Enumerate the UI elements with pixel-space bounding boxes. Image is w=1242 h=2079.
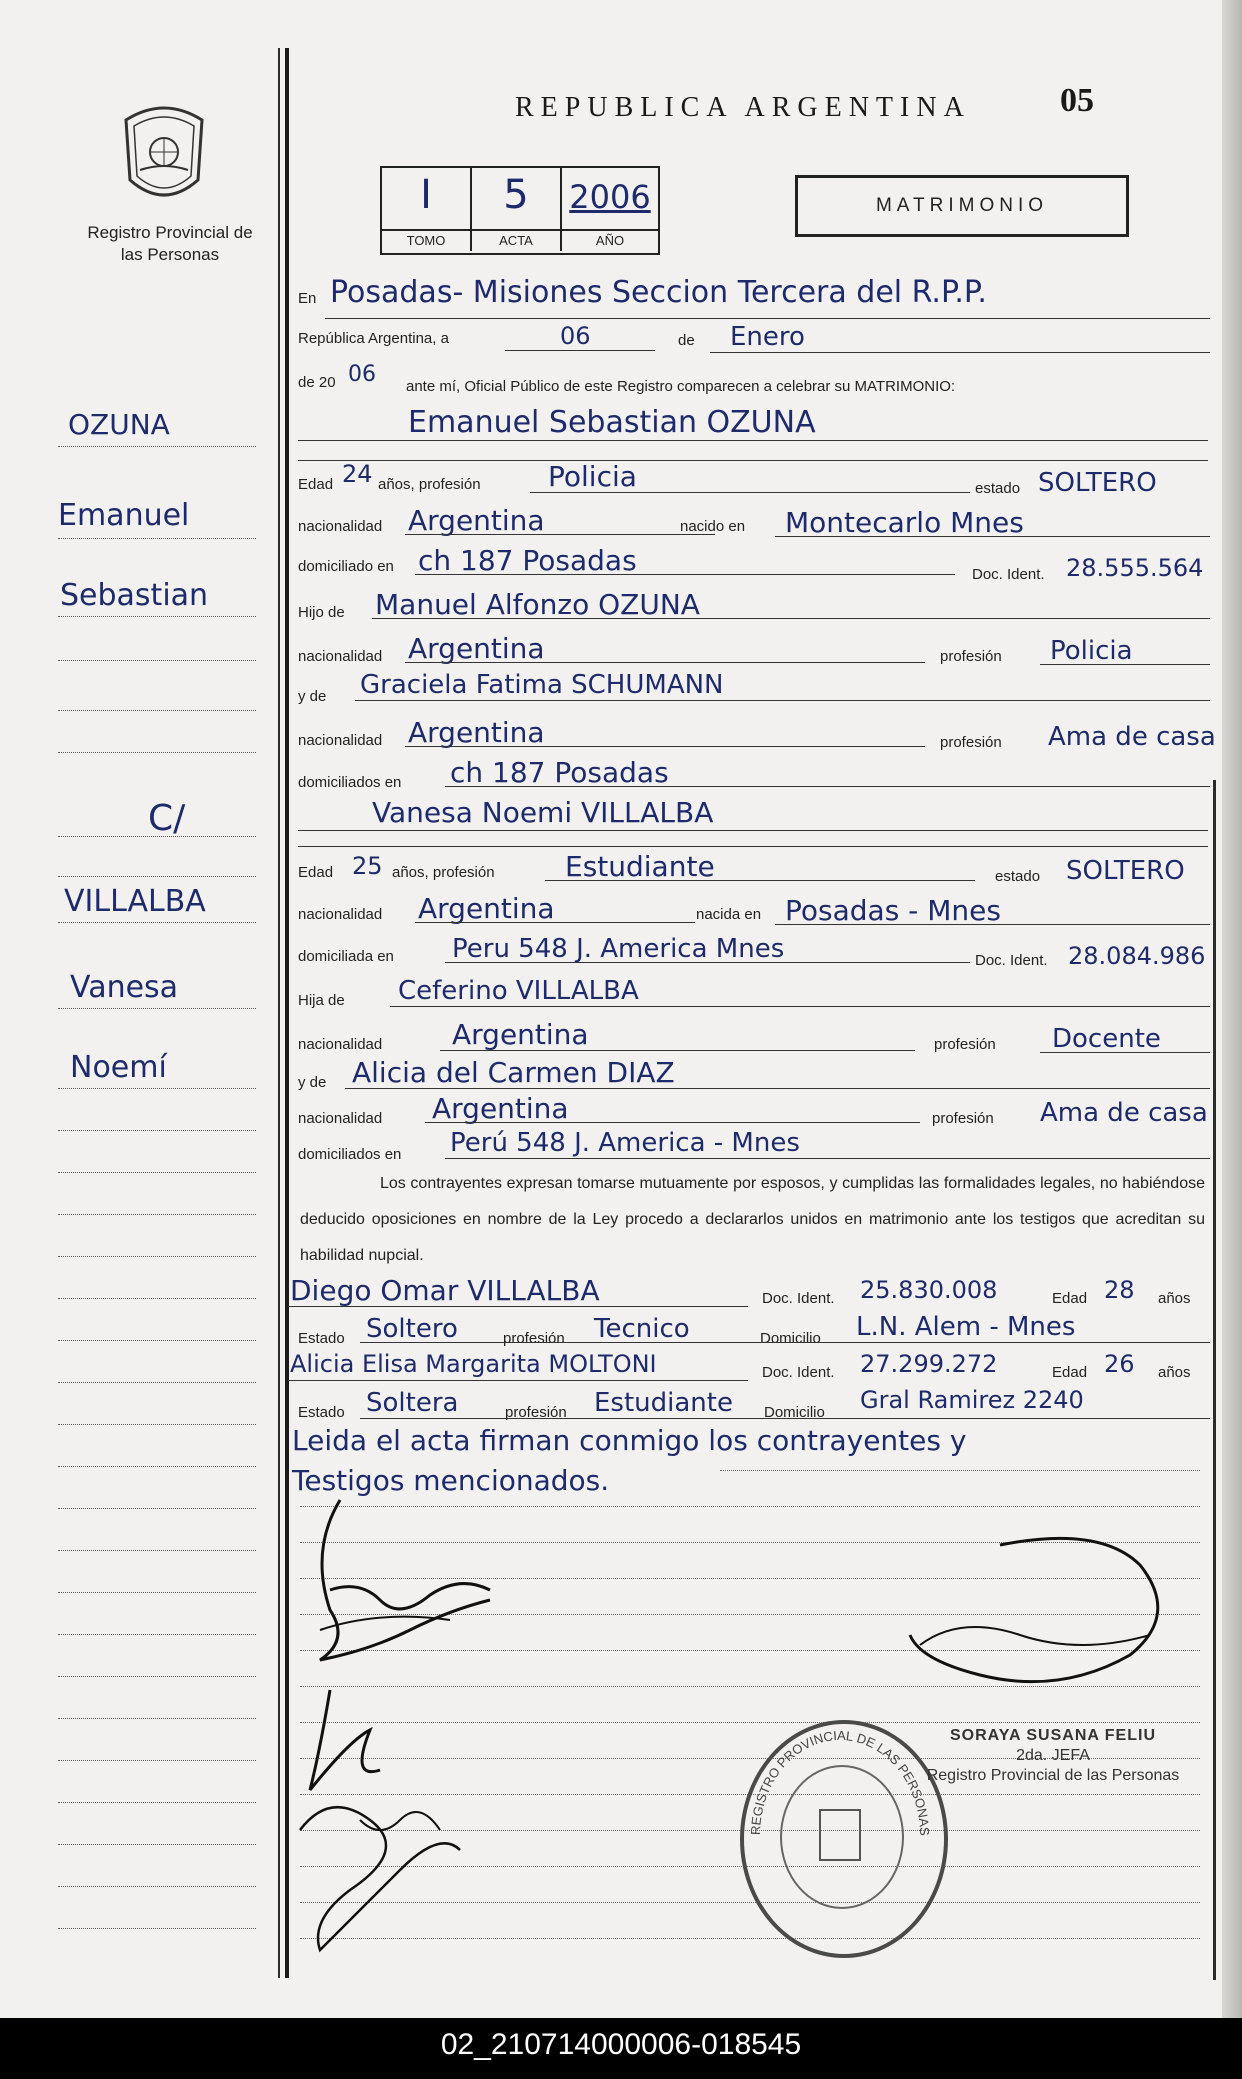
stamp-text: REGISTRO PROVINCIAL DE LAS PERSONAS (747, 1727, 933, 1836)
profesion-label-b2: profesión (932, 1110, 994, 1127)
witness1-name: Diego Omar VILLALBA (290, 1274, 600, 1307)
bride-father: Ceferino VILLALBA (398, 976, 639, 1006)
place-value: Posadas- Misiones Seccion Tercera del R.P.P. (330, 275, 987, 310)
margin-rule-line (58, 752, 256, 753)
bride-paddr-underline (445, 1158, 1210, 1159)
domiciliados-en-label: domiciliados en (298, 774, 402, 791)
page-edge-shadow (1222, 0, 1242, 2018)
scan-id: 02_210714000006-018545 (440, 2028, 802, 2061)
nacionalidad-label-3: nacionalidad (298, 732, 383, 749)
tomo-cell (382, 168, 472, 251)
place-underline (325, 318, 1210, 319)
nacionalidad-label-b: nacionalidad (298, 906, 383, 923)
groom-fnat-underline (405, 662, 925, 663)
doc-ident-label: Doc. Ident. (972, 566, 1045, 583)
official-office: Registro Provincial de las Personas (926, 1767, 1180, 1784)
bride-name-line-2 (298, 846, 1208, 847)
bride-mnat-underline (425, 1122, 920, 1123)
groom-doc: 28.555.564 (1066, 554, 1204, 582)
nacionalidad-label: nacionalidad (298, 518, 383, 535)
groom-full-name: Emanuel Sebastian OZUNA (408, 405, 816, 440)
margin-rule-line (58, 1886, 256, 1887)
nacido-en-label: nacido en (680, 518, 746, 535)
margin-rule-line (58, 1676, 256, 1677)
bride-birth-underline (775, 924, 1210, 925)
groom-profession: Policia (548, 460, 637, 493)
edad-label: Edad (298, 476, 334, 493)
groom-mother-profession: Ama de casa (1048, 722, 1216, 752)
margin-rule-line (58, 1088, 256, 1089)
bride-nat-underline (415, 922, 695, 923)
month-value: Enero (730, 322, 805, 352)
provincial-seal-icon (118, 100, 210, 210)
witness1-row2-underline (360, 1342, 1210, 1343)
w2-edad-label: Edad (1052, 1364, 1088, 1381)
groom-mother: Graciela Fatima SCHUMANN (360, 670, 724, 700)
margin-rule-line (58, 660, 256, 661)
bride-fnat-underline (440, 1050, 915, 1051)
groom-mother-nationality: Argentina (408, 716, 545, 749)
margin-rule-line (58, 616, 256, 617)
estado-label: estado (975, 480, 1021, 497)
w2-estado-label: Estado (298, 1404, 345, 1421)
registry-label: Registro Provincial de las Personas (87, 223, 253, 264)
folio-number: 05 (1060, 82, 1094, 119)
bride-prof-underline (545, 880, 975, 881)
bride-profession: Estudiante (565, 850, 715, 883)
margin-rule-line (58, 836, 256, 837)
right-edge-rule (1213, 780, 1216, 1980)
bride-parents-address: Perú 548 J. America - Mnes (450, 1128, 800, 1158)
hija-de-label: Hija de (298, 992, 345, 1009)
margin-rule-line (58, 1130, 256, 1131)
bride-birthplace: Posadas - Mnes (785, 894, 1001, 927)
margin-rule-line (58, 1760, 256, 1761)
margin-rule-line (58, 1008, 256, 1009)
bride-mother-underline (345, 1088, 1210, 1089)
groom-father-profession: Policia (1050, 636, 1133, 666)
bride-nationality: Argentina (418, 892, 555, 925)
ruled-line (720, 1470, 1200, 1471)
country-title: REPUBLICA ARGENTINA (515, 92, 971, 123)
y-de-label-b: y de (298, 1074, 327, 1091)
bride-fprof-underline (1040, 1052, 1210, 1053)
profesion-label-2: profesión (940, 734, 1002, 751)
margin-rule-line (58, 922, 256, 923)
w1-edad-label: Edad (1052, 1290, 1088, 1307)
margin-conj: C/ (148, 798, 186, 839)
nacida-en-label: nacida en (696, 906, 762, 923)
anios-profesion-label-b: años, profesión (392, 864, 495, 881)
de-label: de (678, 332, 695, 349)
witness2-profession: Estudiante (594, 1388, 733, 1418)
w2-profesion-label: profesión (505, 1404, 567, 1421)
witness2-name: Alicia Elisa Margarita MOLTONI (290, 1350, 657, 1378)
stamp-text-icon (740, 1720, 940, 1950)
month-underline (710, 352, 1210, 353)
en-label: En (298, 290, 317, 307)
margin-rule-line (58, 1718, 256, 1719)
closing-line-1: Leida el acta firman conmigo los contrayentes y (292, 1424, 967, 1457)
y-de-label: y de (298, 688, 327, 705)
w1-anios-label: años (1158, 1290, 1191, 1307)
acta-value: 5 (503, 172, 529, 218)
margin-groom-first: Emanuel (58, 498, 190, 533)
year-prefix: de 20 (298, 374, 336, 391)
declaration-text: Los contrayentes expresan tomarse mutuamente por esposos, y cumplidas las formalidades legales, no habiéndose deducido oposiciones en nombre de la Ley procedo a declararlos unidos en matrimonio ante los testigos que acreditan su habilidad nupcial. (300, 1175, 1205, 1264)
groom-status: SOLTERO (1038, 468, 1157, 498)
nacionalidad-label-2: nacionalidad (298, 648, 383, 665)
margin-rule-line (58, 876, 256, 877)
tomo-value: I (420, 172, 432, 218)
groom-nat-underline (405, 534, 715, 535)
margin-groom-surname: OZUNA (68, 408, 170, 441)
witness1-doc: 25.830.008 (860, 1276, 998, 1304)
margin-rule-line (58, 1592, 256, 1593)
witness2-age: 26 (1104, 1350, 1135, 1378)
margin-rule-line (58, 1550, 256, 1551)
country-label: República Argentina, a (298, 330, 449, 347)
acta-label: ACTA (472, 229, 560, 251)
margin-rule-line (58, 1298, 256, 1299)
groom-address: ch 187 Posadas (418, 544, 637, 577)
bride-father-underline (390, 1006, 1210, 1007)
groom-parents-address: ch 187 Posadas (450, 756, 669, 789)
anio-cell (562, 168, 658, 251)
groom-father-nationality: Argentina (408, 632, 545, 665)
doc-ident-label-b: Doc. Ident. (975, 952, 1048, 969)
anio-label: AÑO (562, 229, 658, 251)
svg-text:REGISTRO PROVINCIAL DE LAS PER (748, 1728, 932, 1836)
witness1-profession: Tecnico (594, 1314, 690, 1344)
margin-rule-line (58, 1466, 256, 1467)
nacionalidad-label-b2: nacionalidad (298, 1036, 383, 1053)
record-type-box: MATRIMONIO (795, 175, 1129, 237)
signature-scribbles-icon (290, 1490, 520, 1970)
bride-mother-nationality: Argentina (432, 1092, 569, 1125)
intro-text: ante mí, Oficial Público de este Registro comparecen a celebrar su MATRIMONIO: (406, 378, 956, 395)
margin-rule-line (58, 710, 256, 711)
edad-label-b: Edad (298, 864, 334, 881)
bride-status: SOLTERO (1066, 856, 1185, 886)
margin-rule-line (58, 1844, 256, 1845)
witness1-address: L.N. Alem - Mnes (856, 1312, 1076, 1342)
groom-father-underline (372, 618, 1210, 619)
margin-bride-second: Noemí (70, 1050, 167, 1085)
groom-mother-underline (355, 700, 1210, 701)
margin-rule-line (58, 1382, 256, 1383)
groom-birth-underline (775, 536, 1210, 537)
w2-domicilio-label: Domicilio (764, 1404, 825, 1421)
domiciliados-en-label-b: domiciliados en (298, 1146, 402, 1163)
margin-rule-thick (285, 48, 289, 1978)
bride-doc: 28.084.986 (1068, 942, 1206, 970)
witness2-address: Gral Ramirez 2240 (860, 1386, 1084, 1414)
anio-value: 2006 (569, 178, 651, 216)
w1-estado-label: Estado (298, 1330, 345, 1347)
official-signature-icon (900, 1525, 1200, 1705)
witness1-age: 28 (1104, 1276, 1135, 1304)
margin-groom-second: Sebastian (60, 578, 209, 613)
day-value: 06 (560, 322, 591, 350)
margin-rule-line (58, 1340, 256, 1341)
groom-prof-underline (530, 492, 970, 493)
official-block (918, 1726, 1188, 1786)
margin-rule-line (58, 446, 256, 447)
groom-addr-underline (415, 574, 955, 575)
groom-mnat-underline (405, 746, 925, 747)
groom-father: Manuel Alfonzo OZUNA (375, 588, 700, 621)
groom-fprof-underline (1040, 664, 1210, 665)
witness2-doc: 27.299.272 (860, 1350, 998, 1378)
profesion-label-b: profesión (934, 1036, 996, 1053)
w1-profesion-label: profesión (503, 1330, 565, 1347)
w1-doc-label: Doc. Ident. (762, 1290, 835, 1307)
bride-mother: Alicia del Carmen DIAZ (352, 1056, 675, 1089)
profesion-label: profesión (940, 648, 1002, 665)
bride-mother-profession: Ama de casa (1040, 1098, 1208, 1128)
w1-domicilio-label: Domicilio (760, 1330, 821, 1347)
bride-father-nationality: Argentina (452, 1018, 589, 1051)
official-title: 2da. JEFA (1016, 1747, 1090, 1764)
acta-cell (472, 168, 562, 251)
groom-birthplace: Montecarlo Mnes (785, 506, 1024, 539)
margin-rule-line (58, 1256, 256, 1257)
groom-name-line-2 (298, 460, 1208, 461)
bride-father-profession: Docente (1052, 1024, 1161, 1054)
estado-label-b: estado (995, 868, 1041, 885)
bride-name-line (298, 830, 1208, 831)
margin-rule-line (58, 538, 256, 539)
day-underline (505, 350, 655, 351)
tomo-label: TOMO (382, 229, 470, 251)
nacionalidad-label-b3: nacionalidad (298, 1110, 383, 1127)
w2-anios-label: años (1158, 1364, 1191, 1381)
official-name: SORAYA SUSANA FELIU (950, 1727, 1156, 1744)
witness1-underline (288, 1306, 748, 1307)
margin-rule-line (58, 1172, 256, 1173)
record-number-box (380, 166, 660, 255)
bride-full-name: Vanesa Noemi VILLALBA (372, 796, 714, 829)
anios-profesion-label: años, profesión (378, 476, 481, 493)
margin-rule (278, 48, 280, 1978)
witness2-underline (288, 1380, 748, 1381)
domiciliada-en-label: domiciliada en (298, 948, 394, 965)
witness2-row2-underline (360, 1418, 1210, 1419)
margin-rule-line (58, 1424, 256, 1425)
witness2-status: Soltera (366, 1388, 459, 1418)
witness1-status: Soltero (366, 1314, 458, 1344)
margin-rule-line (58, 1214, 256, 1215)
w2-doc-label: Doc. Ident. (762, 1364, 835, 1381)
margin-rule-line (58, 1928, 256, 1929)
groom-age: 24 (342, 460, 373, 488)
margin-bride-first: Vanesa (70, 970, 179, 1005)
margin-rule-line (58, 1634, 256, 1635)
bride-address: Peru 548 J. America Mnes (452, 934, 785, 964)
domiciliado-en-label: domiciliado en (298, 558, 394, 575)
margin-rule-line (58, 1508, 256, 1509)
bride-age: 25 (352, 852, 383, 880)
bride-addr-underline (445, 962, 970, 963)
groom-paddr-underline (445, 786, 1210, 787)
margin-bride-surname: VILLALBA (64, 884, 206, 919)
closing-line-2: Testigos mencionados. (292, 1464, 610, 1497)
groom-nationality: Argentina (408, 504, 545, 537)
groom-name-line (298, 440, 1208, 441)
hijo-de-label: Hijo de (298, 604, 345, 621)
year-suffix: 06 (348, 362, 376, 387)
margin-rule-line (58, 1802, 256, 1803)
